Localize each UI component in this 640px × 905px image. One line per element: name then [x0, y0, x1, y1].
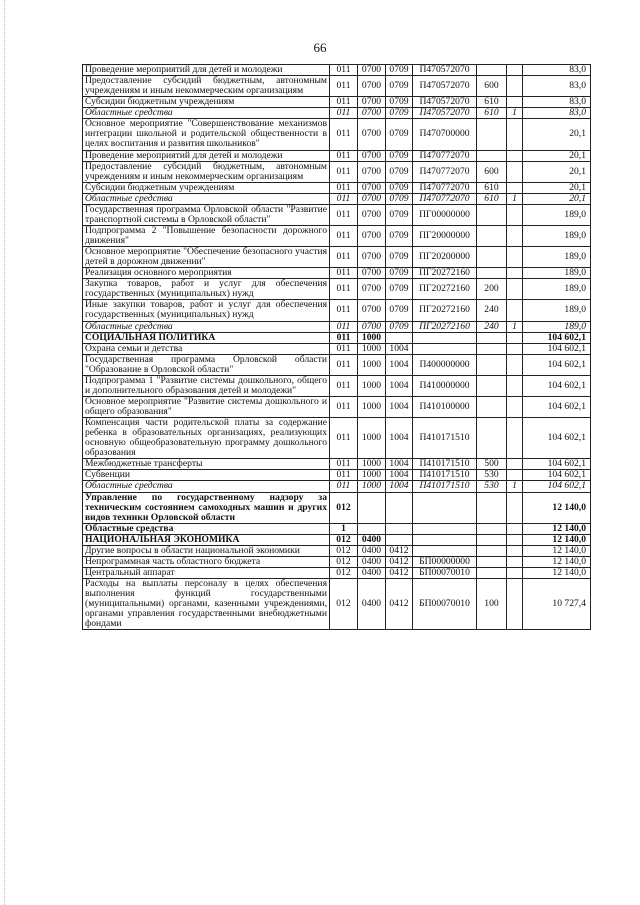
- row-subsection-code: 1004: [386, 343, 413, 354]
- row-source-code: [507, 459, 523, 470]
- row-target-article-code: [413, 534, 477, 545]
- row-subsection-code: [386, 534, 413, 545]
- table-row: [83, 470, 591, 481]
- row-amount: 189,0: [523, 279, 591, 300]
- row-target-article-code: П470772070: [413, 150, 477, 161]
- row-subsection-code: 0412: [386, 556, 413, 567]
- table-row: [83, 534, 591, 545]
- row-amount: 83,0: [523, 108, 591, 119]
- table-row: [83, 150, 591, 161]
- row-subsection-code: 1004: [386, 470, 413, 481]
- row-amount: 83,0: [523, 76, 591, 97]
- row-amount: 12 140,0: [523, 567, 591, 578]
- row-name: Расходы на выплаты персоналу в целях обеспечения выполнения функций государственными (муниципальными) органами, казенными учреждениями, органами управления государственными внебюджетными фондами: [83, 579, 330, 630]
- row-source-code: [507, 534, 523, 545]
- row-source-code: [507, 375, 523, 396]
- row-expense-type-code: 200: [477, 279, 507, 300]
- row-source-code: [507, 204, 523, 225]
- row-expense-type-code: [477, 119, 507, 150]
- page-number: 66: [313, 40, 327, 55]
- row-target-article-code: ПГ20000000: [413, 225, 477, 246]
- row-source-code: [507, 567, 523, 578]
- row-subsection-code: [386, 492, 413, 523]
- row-subsection-code: 0709: [386, 119, 413, 150]
- row-section-code: 0700: [358, 204, 386, 225]
- row-amount: 12 140,0: [523, 545, 591, 556]
- row-expense-type-code: [477, 545, 507, 556]
- row-ved-code: 011: [330, 268, 358, 279]
- table-row: [83, 321, 591, 332]
- row-source-code: [507, 65, 523, 76]
- row-amount: 20,1: [523, 119, 591, 150]
- table-row: [83, 556, 591, 567]
- row-target-article-code: П470772070: [413, 161, 477, 182]
- row-amount: 12 140,0: [523, 534, 591, 545]
- row-name: Реализация основного мероприятия: [83, 268, 330, 279]
- row-amount: 104 602,1: [523, 354, 591, 375]
- row-ved-code: 012: [330, 579, 358, 630]
- row-ved-code: 012: [330, 545, 358, 556]
- row-subsection-code: 0709: [386, 300, 413, 321]
- row-ved-code: 011: [330, 332, 358, 343]
- row-expense-type-code: 240: [477, 321, 507, 332]
- row-ved-code: 012: [330, 556, 358, 567]
- row-target-article-code: П470572070: [413, 97, 477, 108]
- row-subsection-code: 1004: [386, 396, 413, 417]
- row-subsection-code: 0709: [386, 193, 413, 204]
- row-target-article-code: [413, 523, 477, 534]
- row-name: Субсидии бюджетным учреждениям: [83, 182, 330, 193]
- row-name: Подпрограмма 2 "Повышение безопасности дорожного движения": [83, 225, 330, 246]
- row-section-code: 1000: [358, 418, 386, 459]
- row-expense-type-code: [477, 247, 507, 268]
- row-name: Областные средства: [83, 193, 330, 204]
- row-target-article-code: П410100000: [413, 396, 477, 417]
- row-ved-code: 012: [330, 492, 358, 523]
- row-expense-type-code: [477, 523, 507, 534]
- row-target-article-code: БП00070010: [413, 579, 477, 630]
- row-name: Проведение мероприятий для детей и молодежи: [83, 65, 330, 76]
- row-section-code: 0400: [358, 534, 386, 545]
- row-amount: 189,0: [523, 321, 591, 332]
- row-target-article-code: П410171510: [413, 459, 477, 470]
- row-ved-code: 011: [330, 418, 358, 459]
- row-expense-type-code: [477, 534, 507, 545]
- row-source-code: [507, 579, 523, 630]
- row-amount: 104 602,1: [523, 396, 591, 417]
- row-subsection-code: 0709: [386, 76, 413, 97]
- row-expense-type-code: 500: [477, 459, 507, 470]
- row-name: СОЦИАЛЬНАЯ ПОЛИТИКА: [83, 332, 330, 343]
- row-target-article-code: ПГ20272160: [413, 300, 477, 321]
- row-amount: 104 602,1: [523, 459, 591, 470]
- row-section-code: 0700: [358, 119, 386, 150]
- row-expense-type-code: [477, 567, 507, 578]
- row-ved-code: 011: [330, 396, 358, 417]
- row-source-code: 1: [507, 321, 523, 332]
- row-amount: 104 602,1: [523, 481, 591, 492]
- row-source-code: [507, 97, 523, 108]
- row-section-code: 1000: [358, 343, 386, 354]
- row-section-code: 1000: [358, 354, 386, 375]
- row-ved-code: 011: [330, 97, 358, 108]
- row-amount: 104 602,1: [523, 418, 591, 459]
- row-section-code: 0700: [358, 76, 386, 97]
- row-subsection-code: 1004: [386, 354, 413, 375]
- row-expense-type-code: 530: [477, 481, 507, 492]
- table-row: [83, 268, 591, 279]
- row-name: Охрана семьи и детства: [83, 343, 330, 354]
- row-expense-type-code: [477, 268, 507, 279]
- budget-table-body: [83, 65, 591, 630]
- table-row: [83, 247, 591, 268]
- table-row: [83, 418, 591, 459]
- row-section-code: 0700: [358, 97, 386, 108]
- row-amount: 10 727,4: [523, 579, 591, 630]
- row-section-code: 0400: [358, 556, 386, 567]
- row-name: Центральный аппарат: [83, 567, 330, 578]
- row-amount: 83,0: [523, 97, 591, 108]
- row-ved-code: 1: [330, 523, 358, 534]
- row-expense-type-code: 610: [477, 108, 507, 119]
- row-target-article-code: [413, 545, 477, 556]
- row-name: Непрограммная часть областного бюджета: [83, 556, 330, 567]
- row-expense-type-code: [477, 332, 507, 343]
- row-source-code: [507, 418, 523, 459]
- row-name: Основное мероприятие "Совершенствование механизмов интеграции школьной и родительской общественности в целях воспитания и развития школьников": [83, 119, 330, 150]
- row-name: Иные закупки товаров, работ и услуг для обеспечения государственных (муниципальных) нужд: [83, 300, 330, 321]
- row-amount: 189,0: [523, 225, 591, 246]
- row-target-article-code: П470772070: [413, 182, 477, 193]
- row-expense-type-code: [477, 65, 507, 76]
- row-target-article-code: [413, 492, 477, 523]
- row-ved-code: 011: [330, 108, 358, 119]
- table-row: [83, 459, 591, 470]
- row-subsection-code: 0709: [386, 279, 413, 300]
- row-target-article-code: П400000000: [413, 354, 477, 375]
- row-name: Государственная программа Орловской области "Образование в Орловской области": [83, 354, 330, 375]
- budget-table: [82, 64, 591, 630]
- row-ved-code: 011: [330, 182, 358, 193]
- row-ved-code: 011: [330, 247, 358, 268]
- row-target-article-code: П410171510: [413, 470, 477, 481]
- row-section-code: 0700: [358, 182, 386, 193]
- row-expense-type-code: 610: [477, 97, 507, 108]
- row-section-code: 0700: [358, 300, 386, 321]
- row-subsection-code: [386, 523, 413, 534]
- row-expense-type-code: [477, 204, 507, 225]
- row-section-code: 1000: [358, 396, 386, 417]
- row-ved-code: 011: [330, 300, 358, 321]
- table-row: [83, 481, 591, 492]
- row-section-code: 1000: [358, 481, 386, 492]
- row-expense-type-code: [477, 354, 507, 375]
- row-target-article-code: П410171510: [413, 418, 477, 459]
- row-section-code: 0700: [358, 150, 386, 161]
- row-name: Государственная программа Орловской области "Развитие транспортной системы в Орловской области": [83, 204, 330, 225]
- row-name: НАЦИОНАЛЬНАЯ ЭКОНОМИКА: [83, 534, 330, 545]
- row-source-code: [507, 268, 523, 279]
- row-name: Закупка товаров, работ и услуг для обеспечения государственных (муниципальных) нужд: [83, 279, 330, 300]
- row-name: Основное мероприятие "Обеспечение безопасного участия детей в дорожном движении": [83, 247, 330, 268]
- row-ved-code: 011: [330, 161, 358, 182]
- row-expense-type-code: [477, 418, 507, 459]
- row-expense-type-code: 240: [477, 300, 507, 321]
- row-expense-type-code: [477, 556, 507, 567]
- row-target-article-code: П410171510: [413, 481, 477, 492]
- row-source-code: [507, 354, 523, 375]
- row-subsection-code: 0709: [386, 204, 413, 225]
- row-source-code: 1: [507, 481, 523, 492]
- row-name: Другие вопросы в области национальной экономики: [83, 545, 330, 556]
- row-name: Проведение мероприятий для детей и молодежи: [83, 150, 330, 161]
- table-row: [83, 343, 591, 354]
- row-ved-code: 011: [330, 481, 358, 492]
- row-subsection-code: [386, 332, 413, 343]
- row-name: Субвенции: [83, 470, 330, 481]
- table-row: [83, 354, 591, 375]
- table-row: [83, 545, 591, 556]
- row-source-code: [507, 182, 523, 193]
- row-target-article-code: ПГ20272160: [413, 279, 477, 300]
- row-ved-code: 011: [330, 343, 358, 354]
- table-row: [83, 97, 591, 108]
- row-amount: 104 602,1: [523, 470, 591, 481]
- row-expense-type-code: [477, 375, 507, 396]
- table-row: [83, 492, 591, 523]
- row-section-code: [358, 492, 386, 523]
- table-row: [83, 375, 591, 396]
- table-row: [83, 161, 591, 182]
- table-row: [83, 225, 591, 246]
- row-subsection-code: 0709: [386, 150, 413, 161]
- row-source-code: [507, 545, 523, 556]
- table-row: [83, 108, 591, 119]
- row-ved-code: 011: [330, 225, 358, 246]
- row-subsection-code: 1004: [386, 459, 413, 470]
- row-name: Субсидии бюджетным учреждениям: [83, 97, 330, 108]
- row-source-code: [507, 76, 523, 97]
- row-target-article-code: ПГ20200000: [413, 247, 477, 268]
- row-target-article-code: П470572070: [413, 65, 477, 76]
- table-row: [83, 396, 591, 417]
- row-section-code: [358, 523, 386, 534]
- row-ved-code: 011: [330, 150, 358, 161]
- row-name: Областные средства: [83, 108, 330, 119]
- row-expense-type-code: [477, 150, 507, 161]
- table-row: [83, 65, 591, 76]
- row-source-code: [507, 523, 523, 534]
- table-row: [83, 332, 591, 343]
- row-name: Областные средства: [83, 321, 330, 332]
- row-section-code: 0700: [358, 225, 386, 246]
- row-target-article-code: [413, 332, 477, 343]
- row-amount: 189,0: [523, 204, 591, 225]
- row-source-code: [507, 161, 523, 182]
- row-name: Подпрограмма 1 "Развитие системы дошкольного, общего и дополнительного образования детей и молодежи": [83, 375, 330, 396]
- row-subsection-code: 0709: [386, 182, 413, 193]
- row-source-code: [507, 556, 523, 567]
- row-amount: 20,1: [523, 150, 591, 161]
- row-name: Управление по государственному надзору за техническим состоянием самоходных машин и других видов техники Орловской области: [83, 492, 330, 523]
- row-amount: 20,1: [523, 193, 591, 204]
- row-ved-code: 011: [330, 375, 358, 396]
- row-target-article-code: П470700000: [413, 119, 477, 150]
- row-target-article-code: П470772070: [413, 193, 477, 204]
- table-row: [83, 119, 591, 150]
- row-subsection-code: 0709: [386, 225, 413, 246]
- row-subsection-code: 0709: [386, 97, 413, 108]
- row-amount: 189,0: [523, 247, 591, 268]
- scan-edge-line: [4, 0, 6, 905]
- row-source-code: [507, 343, 523, 354]
- row-amount: 20,1: [523, 182, 591, 193]
- row-expense-type-code: [477, 225, 507, 246]
- row-target-article-code: П470572070: [413, 76, 477, 97]
- row-name: Предоставление субсидий бюджетным, автономным учреждениям и иным некоммерческим организациям: [83, 76, 330, 97]
- table-row: [83, 76, 591, 97]
- row-source-code: [507, 492, 523, 523]
- row-amount: 83,0: [523, 65, 591, 76]
- row-section-code: 0400: [358, 567, 386, 578]
- row-target-article-code: ПГ20272160: [413, 268, 477, 279]
- row-amount: 104 602,1: [523, 332, 591, 343]
- row-section-code: 0700: [358, 193, 386, 204]
- row-expense-type-code: 100: [477, 579, 507, 630]
- row-ved-code: 012: [330, 567, 358, 578]
- row-source-code: 1: [507, 108, 523, 119]
- row-section-code: 0700: [358, 268, 386, 279]
- table-row: [83, 300, 591, 321]
- row-source-code: [507, 225, 523, 246]
- row-subsection-code: 0412: [386, 579, 413, 630]
- row-section-code: 1000: [358, 470, 386, 481]
- row-subsection-code: 0709: [386, 321, 413, 332]
- row-expense-type-code: [477, 343, 507, 354]
- row-ved-code: 011: [330, 76, 358, 97]
- row-section-code: 1000: [358, 459, 386, 470]
- row-section-code: 0700: [358, 108, 386, 119]
- row-expense-type-code: 610: [477, 193, 507, 204]
- row-section-code: 1000: [358, 375, 386, 396]
- row-source-code: [507, 396, 523, 417]
- row-section-code: 0700: [358, 247, 386, 268]
- row-amount: 12 140,0: [523, 556, 591, 567]
- row-target-article-code: ПГ00000000: [413, 204, 477, 225]
- row-name: Областные средства: [83, 523, 330, 534]
- row-ved-code: 011: [330, 354, 358, 375]
- row-subsection-code: 1004: [386, 481, 413, 492]
- row-section-code: 1000: [358, 332, 386, 343]
- row-source-code: 1: [507, 193, 523, 204]
- row-subsection-code: 0412: [386, 567, 413, 578]
- row-ved-code: 011: [330, 459, 358, 470]
- row-source-code: [507, 470, 523, 481]
- row-expense-type-code: 600: [477, 76, 507, 97]
- row-subsection-code: 0709: [386, 108, 413, 119]
- row-subsection-code: 0709: [386, 161, 413, 182]
- row-ved-code: 011: [330, 470, 358, 481]
- row-source-code: [507, 150, 523, 161]
- row-target-article-code: П470572070: [413, 108, 477, 119]
- row-expense-type-code: [477, 492, 507, 523]
- row-ved-code: 011: [330, 119, 358, 150]
- table-row: [83, 567, 591, 578]
- row-section-code: 0700: [358, 279, 386, 300]
- row-target-article-code: ПГ20272160: [413, 321, 477, 332]
- row-subsection-code: 0709: [386, 247, 413, 268]
- row-target-article-code: БП00070010: [413, 567, 477, 578]
- row-expense-type-code: 530: [477, 470, 507, 481]
- row-source-code: [507, 119, 523, 150]
- row-amount: 104 602,1: [523, 343, 591, 354]
- table-row: [83, 193, 591, 204]
- row-subsection-code: 1004: [386, 418, 413, 459]
- row-ved-code: 011: [330, 193, 358, 204]
- row-section-code: 0700: [358, 65, 386, 76]
- row-amount: 12 140,0: [523, 523, 591, 534]
- row-ved-code: 011: [330, 204, 358, 225]
- row-subsection-code: 0412: [386, 545, 413, 556]
- row-name: Областные средства: [83, 481, 330, 492]
- table-row: [83, 523, 591, 534]
- table-row: [83, 182, 591, 193]
- row-ved-code: 012: [330, 534, 358, 545]
- row-name: Предоставление субсидий бюджетным, автономным учреждениям и иным некоммерческим организациям: [83, 161, 330, 182]
- row-source-code: [507, 332, 523, 343]
- row-section-code: 0700: [358, 161, 386, 182]
- row-name: Межбюджетные трансферты: [83, 459, 330, 470]
- row-ved-code: 011: [330, 65, 358, 76]
- row-name: Компенсация части родительской платы за содержание ребенка в образовательных организациях, реализующих основную общеобразовательную программу дошкольного образования: [83, 418, 330, 459]
- row-expense-type-code: [477, 396, 507, 417]
- row-amount: 12 140,0: [523, 492, 591, 523]
- row-amount: 20,1: [523, 161, 591, 182]
- row-subsection-code: 1004: [386, 375, 413, 396]
- table-row: [83, 579, 591, 630]
- row-name: Основное мероприятие "Развитие системы дошкольного и общего образования": [83, 396, 330, 417]
- row-amount: 189,0: [523, 300, 591, 321]
- row-amount: 189,0: [523, 268, 591, 279]
- table-row: [83, 279, 591, 300]
- row-ved-code: 011: [330, 321, 358, 332]
- table-row: [83, 204, 591, 225]
- row-target-article-code: [413, 343, 477, 354]
- row-source-code: [507, 279, 523, 300]
- row-ved-code: 011: [330, 279, 358, 300]
- row-subsection-code: 0709: [386, 268, 413, 279]
- row-subsection-code: 0709: [386, 65, 413, 76]
- row-section-code: 0400: [358, 545, 386, 556]
- row-target-article-code: БП00000000: [413, 556, 477, 567]
- row-section-code: 0700: [358, 321, 386, 332]
- row-source-code: [507, 300, 523, 321]
- row-section-code: 0400: [358, 579, 386, 630]
- row-expense-type-code: 610: [477, 182, 507, 193]
- row-amount: 104 602,1: [523, 375, 591, 396]
- row-target-article-code: П410000000: [413, 375, 477, 396]
- row-source-code: [507, 247, 523, 268]
- row-expense-type-code: 600: [477, 161, 507, 182]
